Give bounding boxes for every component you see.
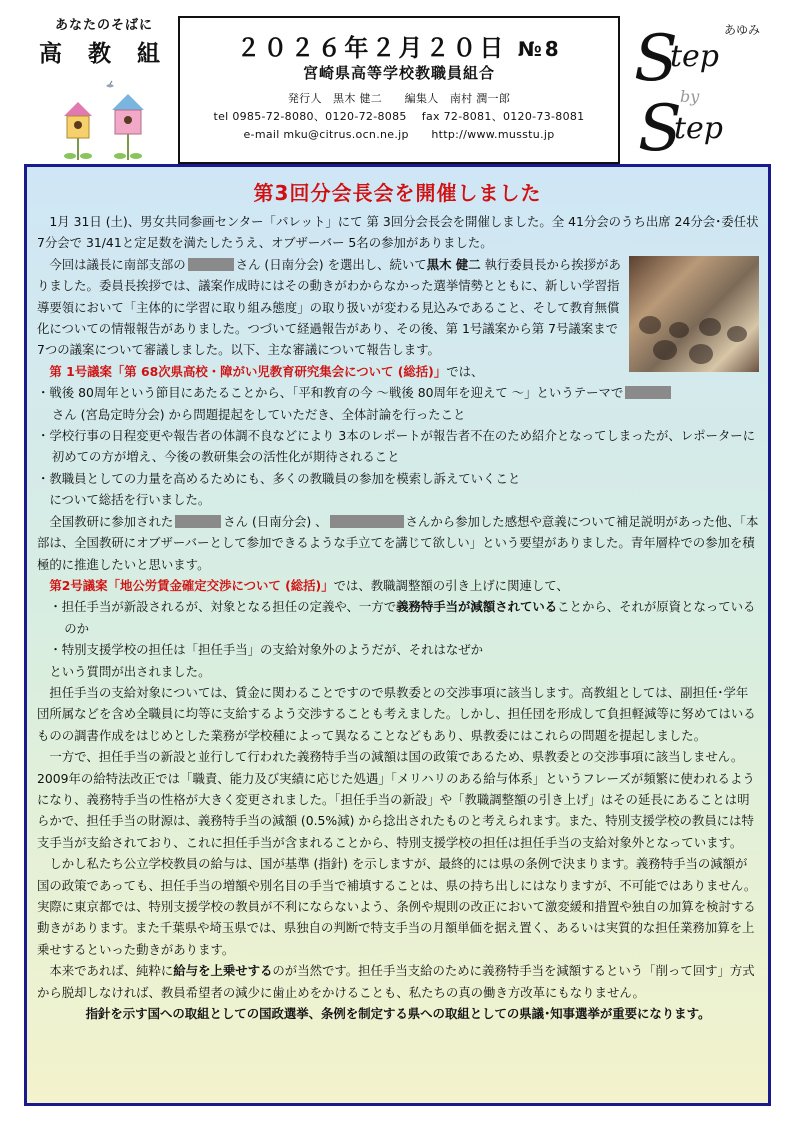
article-title: 第3回分会長会を開催しました <box>253 181 542 205</box>
step-by-step-logo <box>628 10 768 160</box>
logo-word-2-tail: tep <box>674 111 724 146</box>
question-1-bold: 義務特手当が減額されている <box>396 599 558 615</box>
paragraph-national-conference <box>37 511 759 575</box>
article-frame <box>24 164 771 1106</box>
motion-2-question-2: ・特別支援学校の担任は「担任手当」の支給対象外のようだが、それはなぜか <box>49 642 484 658</box>
text-national-c: さんから参加した感想や意義について補足説明があった他、「本部は、全国教研にオブザーバーとして参加できるような手立てを講じて欲しい」という要望がありました。青年層枠での参加を積極的に推進したいと思います。 <box>37 513 759 572</box>
logo-by: by <box>680 87 700 106</box>
paragraph-homeroom-allowance: 担任手当の支給対象については、賃金に関わることですので県教委との交渉事項に該当します。高教組としては、副担任･学年団所属などを含め全職員に均等に支給するよう交渉することも考えました。しかし、担任団を形成して負担軽減等に努めてはいるものの調書作成をはじめとした業務が学校種によって異なることなどもあり、県教委にはこれらの問題を提起しました。 <box>37 684 756 743</box>
bullet-1-text-a: ・戦後 80周年という節目にあたることから、「平和教育の今 ～戦後 80周年を迎えて ～」というテーマで <box>37 385 624 401</box>
motion-1-summary: について総括を行いました。 <box>49 492 211 508</box>
closing-statement: 指針を示す国への取組としての国政選挙、条例を制定する県への取組としての県議･知事選挙が重要になります。 <box>85 1006 711 1022</box>
conclusion-bold: 給与を上乗せする <box>173 963 273 979</box>
paragraph-conclusion <box>37 960 759 1003</box>
text-chair-name: さん (日南分会) を選出し、続いて <box>235 256 427 272</box>
motion-1-tail: では、 <box>446 363 484 379</box>
publisher-line: 発行人 黒木 健二 編集人 南村 潤一郎 <box>287 92 511 105</box>
logo-letter-s1: S <box>634 22 678 96</box>
motion-2-summary: という質問が出されました。 <box>49 663 211 679</box>
masthead-left <box>34 12 174 162</box>
paragraph-attendance: 1月 31日 (土)、男女共同参画センター「パレット」にて 第 3回分会長会を開催しました。全 41分会のうち出席 24分会･委任状 7分会で 31/41と定足数を満たしたうえ、オブザーバー 5名の参加がありました。 <box>37 214 759 251</box>
text-national-a: 全国教研に参加された <box>49 513 174 529</box>
text-chair-intro: 今回は議長に南部支部の <box>49 256 186 272</box>
redacted-name <box>188 258 234 271</box>
motion-2-heading <box>37 575 759 596</box>
contact-line: e-mail mku@citrus.ocn.ne.jp http://www.musstu.jp <box>243 128 555 141</box>
paragraph-prefecture-ordinance: しかし私たち公立学校教員の給与は、国が基準 (指針) を示しますが、最終的には県の条例で決まります。義務特手当の減額が国の政策であっても、担任手当の増額や別名目の手当で補填することは、県の持ち出しにはなりますが、不可能ではありません。実際に東京都では、特別支援学校の教員が不利にならないよう、条例や規則の改正において激変緩和措置や独自の加算を検討する動きがあります。また千葉県や埼玉県では、県独自の判断で特支手当の月額単価を据え置く、あるいは実質的な担任業務加算を上乗せするといった動きがあります。 <box>37 856 757 957</box>
logo-ayumi: あゆみ <box>724 23 761 37</box>
issue-date: ２０２６年２月２０日 <box>236 34 507 62</box>
redacted-name <box>330 515 404 528</box>
motion-1-title: 第 1号議案「第 68次県高校・障がい児教育研究集会について (総括)」 <box>49 363 447 379</box>
motion-1-bullet-1 <box>37 382 759 425</box>
masthead-box <box>178 16 620 164</box>
paragraph-national-policy: 一方で、担任手当の新設と並行して行われた義務特手当の減額は国の政策であるため、県教委との交渉事項に該当しません。2009年の給特法改正では「職責、能力及び実績に応じた処遇」「メリハリのある給与体系」というフレーズが頻繁に使われるようになり、義務特手当の性格が大きく変更されました。「担任手当の新設」や「教職調整額の引き上げ」はその延長にあることは明らかで、担任手当の財源は、義務特手当の減額 (0.5%減) から捻出されたものと考えられます。また、特別支援学校の教員には特支手当が支給されており、これに担任手当が含まれることから、特別支援学校の担任は担任手当の支給対象外となっています。 <box>37 749 755 850</box>
motion-1-bullet-3: ・教職員としての力量を高めるためにも、多くの教職員の参加を模索し訴えていくこと <box>37 470 521 486</box>
bullet-1-text-b: さん (宮島定時分会) から問題提起をしていただき、全体討論を行ったこと <box>51 406 466 422</box>
conclusion-text-a: 本来であれば、純粋に <box>49 963 174 979</box>
motion-2-question-1 <box>37 596 759 639</box>
redacted-name <box>175 515 221 528</box>
meeting-photo <box>629 256 759 372</box>
article-body <box>37 211 759 1024</box>
tagline: あなたのそばに <box>54 18 153 33</box>
phone-line: tel 0985-72-8080、0120-72-8085 fax 72-8081、0120-73-8081 <box>213 110 585 123</box>
question-1-text-b: ことから、それが原資となっているのか <box>64 599 756 636</box>
text-national-b: さん (日南分会) 、 <box>223 513 328 529</box>
issue-number: №8 <box>517 37 562 61</box>
issue-date-line <box>180 28 618 63</box>
text-greeting-report: 執行委員長から挨拶がありました。委員長挨拶では、議案作成時にはその動きがわからなかった選挙情勢とともに、新しい学習指導要領において「主体的に学習に取り組み態度」の取り扱いが変わる見込みであること、そして教育無償化についての情報報告がありました。つづいて経過報告があり、その後、第 1号議案から第 7号議案まで 7つの議案について審議しました。以下、主な審議について報告します。 <box>37 256 621 358</box>
union-name: 宮崎県高等学校教職員組合 <box>302 64 495 82</box>
conclusion-text-b: のが当然です。担任手当支給のために義務特手当を減額するという「削って回す」方式から脱却しなければ、教員希望者の減少に歯止めをかけることも、私たちの真の働き方改革にもなりません。 <box>37 963 755 1000</box>
motion-1-bullet-2: ・学校行事の日程変更や報告者の体調不良などにより 3本のレポートが報告者不在のため紹介となってしまったが、レポーターに初めての方が増え、今後の教研集会の活性化が期待されること <box>37 428 756 465</box>
question-1-text-a: ・担任手当が新設されるが、対象となる担任の定義や、一方で <box>49 599 397 615</box>
motion-2-tail: では、教職調整額の引き上げに関連して、 <box>333 577 569 593</box>
birdhouse-illustration <box>56 80 166 160</box>
redacted-name <box>625 386 671 399</box>
logo-word-1-tail: tep <box>670 39 720 74</box>
motion-2-title: 第2号議案「地公労賃金確定交渉について (総括)」 <box>49 577 334 593</box>
chairperson-name: 黒木 健二 <box>426 256 481 272</box>
org-short-name: 高 教 組 <box>38 41 169 67</box>
logo-letter-s2: S <box>638 92 682 160</box>
